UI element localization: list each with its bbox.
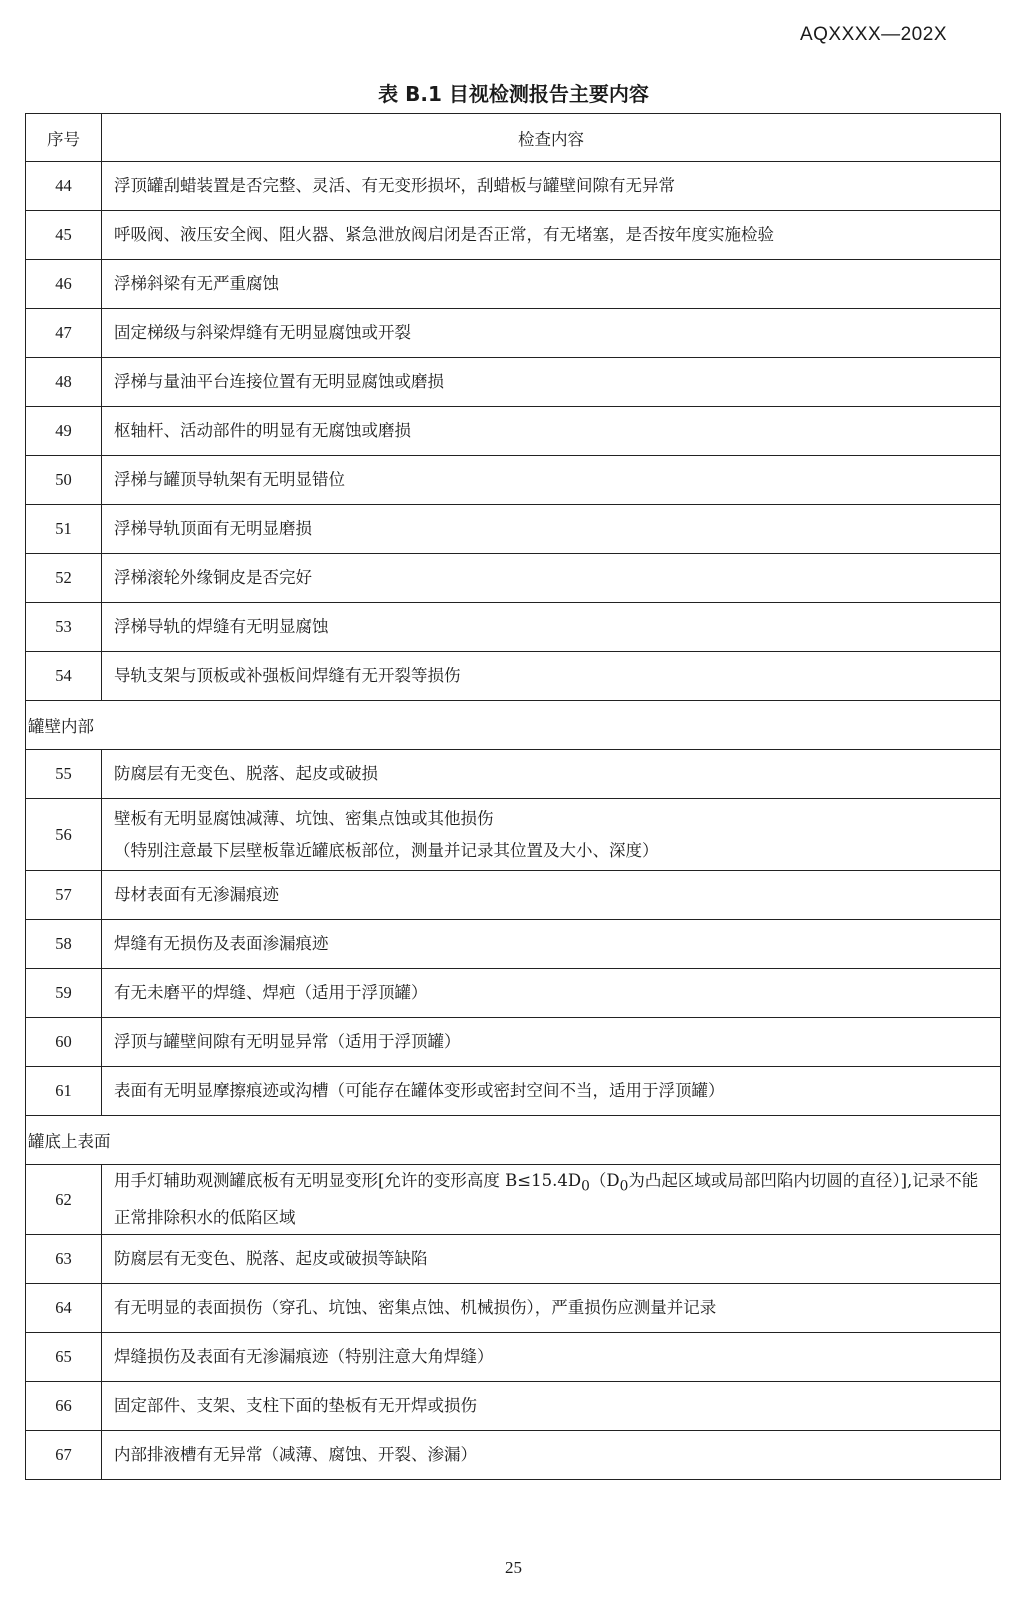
table-row [26, 799, 1001, 871]
table-row [26, 1235, 1001, 1284]
row-content: 浮梯与量油平台连接位置有无明显腐蚀或磨损 [102, 358, 1001, 407]
row-content [102, 1165, 1001, 1235]
row-number: 50 [26, 456, 102, 505]
row-content: 表面有无明显摩擦痕迹或沟槽（可能存在罐体变形或密封空间不当，适用于浮顶罐） [102, 1067, 1001, 1116]
row-number: 62 [26, 1165, 102, 1235]
row-number: 65 [26, 1333, 102, 1382]
row-content [102, 799, 1001, 871]
table-row [26, 1018, 1001, 1067]
table-row [26, 358, 1001, 407]
row-number: 48 [26, 358, 102, 407]
row-content-line-2: （特别注意最下层壁板靠近罐底板部位，测量并记录其位置及大小、深度） [114, 840, 659, 860]
row-content: 导轨支架与顶板或补强板间焊缝有无开裂等损伤 [102, 652, 1001, 701]
rows-group-wall [26, 701, 1001, 1116]
row-content: 固定部件、支架、支柱下面的垫板有无开焊或损伤 [102, 1382, 1001, 1431]
table-row [26, 211, 1001, 260]
row-number: 47 [26, 309, 102, 358]
section-label: 罐壁内部 [26, 701, 1001, 750]
row-content: 焊缝损伤及表面有无渗漏痕迹（特别注意大角焊缝） [102, 1333, 1001, 1382]
row-number: 59 [26, 969, 102, 1018]
table-row [26, 505, 1001, 554]
table-row [26, 554, 1001, 603]
table-row [26, 603, 1001, 652]
row-content-part-b: （D [589, 1171, 620, 1190]
table-row [26, 162, 1001, 211]
row-number: 61 [26, 1067, 102, 1116]
table-title: 表 B.1 目视检测报告主要内容 [378, 82, 649, 106]
document-code: AQXXXX—202X [799, 24, 947, 45]
row-number: 44 [26, 162, 102, 211]
table-row [26, 652, 1001, 701]
row-content: 浮梯导轨的焊缝有无明显腐蚀 [102, 603, 1001, 652]
row-content: 焊缝有无损伤及表面渗漏痕迹 [102, 920, 1001, 969]
row-content: 有无未磨平的焊缝、焊疤（适用于浮顶罐） [102, 969, 1001, 1018]
row-number: 53 [26, 603, 102, 652]
subscript-zero: 0 [619, 1178, 629, 1195]
table-header-row [26, 114, 1001, 162]
section-label: 罐底上表面 [26, 1116, 1001, 1165]
row-number: 63 [26, 1235, 102, 1284]
table-row [26, 407, 1001, 456]
row-content: 浮梯斜梁有无严重腐蚀 [102, 260, 1001, 309]
row-number: 52 [26, 554, 102, 603]
table-row [26, 1067, 1001, 1116]
table-row [26, 871, 1001, 920]
row-content: 固定梯级与斜梁焊缝有无明显腐蚀或开裂 [102, 309, 1001, 358]
section-row-tank-bottom [26, 1116, 1001, 1165]
row-content-part-a: 用手灯辅助观测罐底板有无明显变形[允许的变形高度 B≤15.4D [114, 1171, 582, 1190]
row-content: 浮顶罐刮蜡装置是否完整、灵活、有无变形损坏，刮蜡板与罐壁间隙有无异常 [102, 162, 1001, 211]
table-row [26, 1431, 1001, 1480]
table-row [26, 260, 1001, 309]
table-row [26, 309, 1001, 358]
row-content: 浮顶与罐壁间隙有无明显异常（适用于浮顶罐） [102, 1018, 1001, 1067]
row-content: 内部排液槽有无异常（减薄、腐蚀、开裂、渗漏） [102, 1431, 1001, 1480]
row-content: 浮梯滚轮外缘铜皮是否完好 [102, 554, 1001, 603]
table-row [26, 1165, 1001, 1235]
table-row [26, 969, 1001, 1018]
table-row [26, 1333, 1001, 1382]
row-content: 呼吸阀、液压安全阀、阻火器、紧急泄放阀启闭是否正常，有无堵塞，是否按年度实施检验 [102, 211, 1001, 260]
row-content: 浮梯导轨顶面有无明显磨损 [102, 505, 1001, 554]
row-number: 64 [26, 1284, 102, 1333]
page-number: 25 [505, 1558, 522, 1577]
row-content-part-c: 为凸起区域或局部凹陷内切圆的直径）],记录不能正常排除积水的低陷区域 [114, 1171, 979, 1228]
row-number: 57 [26, 871, 102, 920]
row-number: 55 [26, 750, 102, 799]
row-number: 66 [26, 1382, 102, 1431]
row-number: 56 [26, 799, 102, 871]
inspection-table [25, 113, 1001, 1480]
rows-group-bottom [26, 1116, 1001, 1480]
row-number: 67 [26, 1431, 102, 1480]
row-number: 54 [26, 652, 102, 701]
row-number: 51 [26, 505, 102, 554]
row-content: 防腐层有无变色、脱落、起皮或破损等缺陷 [102, 1235, 1001, 1284]
table-row [26, 1382, 1001, 1431]
table-row [26, 1284, 1001, 1333]
row-number: 58 [26, 920, 102, 969]
row-number: 46 [26, 260, 102, 309]
row-content: 有无明显的表面损伤（穿孔、坑蚀、密集点蚀、机械损伤），严重损伤应测量并记录 [102, 1284, 1001, 1333]
row-number: 60 [26, 1018, 102, 1067]
table-row [26, 920, 1001, 969]
table-row [26, 750, 1001, 799]
row-content: 浮梯与罐顶导轨架有无明显错位 [102, 456, 1001, 505]
column-header-content: 检查内容 [102, 114, 1001, 162]
row-number: 45 [26, 211, 102, 260]
row-content: 母材表面有无渗漏痕迹 [102, 871, 1001, 920]
section-row-tank-wall [26, 701, 1001, 750]
row-content: 防腐层有无变色、脱落、起皮或破损 [102, 750, 1001, 799]
row-number: 49 [26, 407, 102, 456]
row-content-line-1: 壁板有无明显腐蚀减薄、坑蚀、密集点蚀或其他损伤 [114, 808, 494, 828]
column-header-no: 序号 [26, 114, 102, 162]
rows-group-a [26, 162, 1001, 701]
subscript-zero: 0 [581, 1178, 590, 1195]
row-content: 枢轴杆、活动部件的明显有无腐蚀或磨损 [102, 407, 1001, 456]
table-row [26, 456, 1001, 505]
